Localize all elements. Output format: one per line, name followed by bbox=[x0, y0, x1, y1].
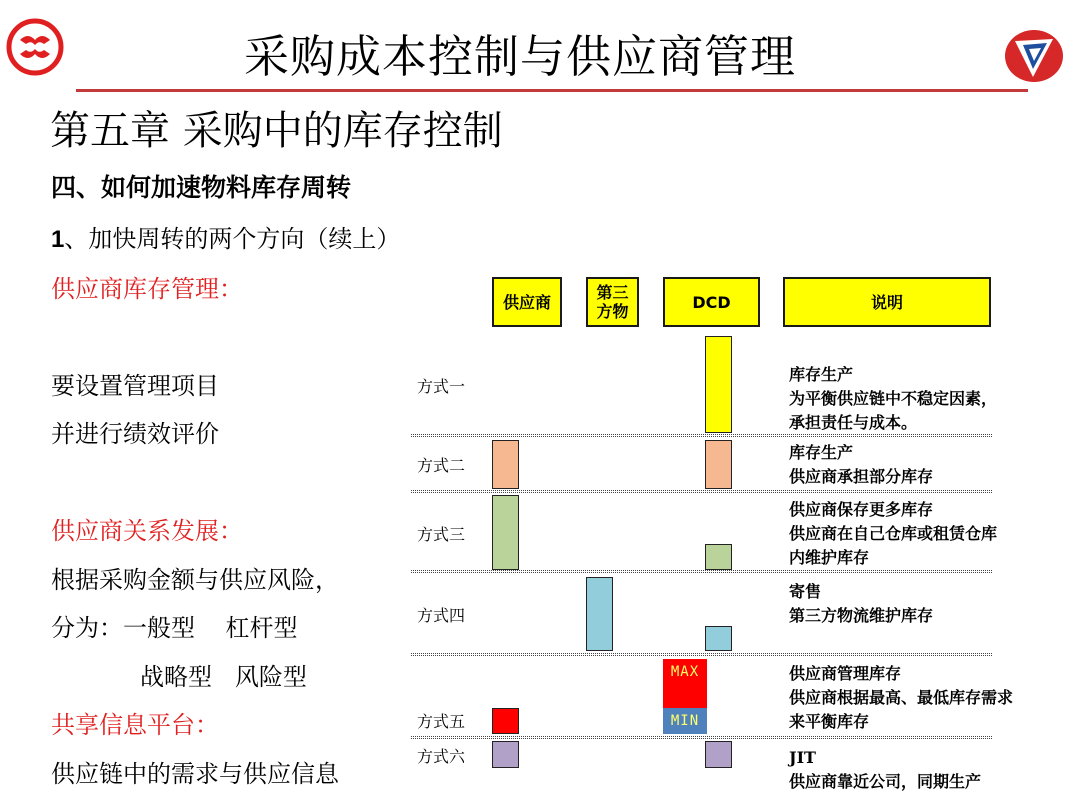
min-zone bbox=[663, 708, 707, 734]
row-description-3: 供应商保存更多库存 供应商在自己仓库或租赁仓库 内维护库存 bbox=[789, 500, 998, 567]
platform-heading: 共享信息平台： bbox=[51, 711, 219, 739]
relation-heading: 供应商关系发展： bbox=[51, 517, 243, 545]
left-line-6: 供应链中的需求与供应信息 bbox=[51, 760, 339, 788]
row-label-3: 方式三 bbox=[417, 525, 466, 544]
row-description-4: 寄售 第三方物流维护库存 bbox=[789, 582, 934, 625]
subsection-heading bbox=[51, 222, 400, 257]
row-label-1: 方式一 bbox=[417, 377, 466, 396]
left-line-5: 战略型 风险型 bbox=[140, 663, 307, 691]
supplier-inventory-bar-row5 bbox=[492, 708, 519, 734]
left-line-2: 并进行绩效评价 bbox=[51, 420, 219, 448]
row-description-1: 库存生产 为平衡供应链中不稳定因素， 承担责任与成本。 bbox=[789, 365, 998, 432]
supplier-inventory-bar-row3 bbox=[492, 495, 519, 570]
min-label: MIN bbox=[670, 713, 700, 729]
row-separator bbox=[411, 736, 992, 739]
supplier-inventory-heading: 供应商库存管理： bbox=[51, 275, 243, 303]
column-header-dcd: DCD bbox=[663, 277, 760, 327]
row-label-6: 方式六 bbox=[417, 747, 466, 766]
max-label: MAX bbox=[670, 664, 700, 680]
column-header-third-party: 第三 方物 bbox=[586, 277, 639, 327]
left-line-3: 根据采购金额与供应风险， bbox=[51, 566, 339, 594]
dcd-inventory-bar-row1 bbox=[705, 336, 732, 433]
dcd-inventory-bar-row3 bbox=[705, 544, 732, 570]
row-description-5: 供应商管理库存 供应商根据最高、最低库存需求 来平衡库存 bbox=[789, 664, 1014, 731]
title-underline bbox=[76, 89, 1028, 92]
dcd-inventory-bar-row6 bbox=[705, 741, 732, 768]
third-party-inventory-bar-row4 bbox=[586, 577, 613, 651]
section-heading: 四、如何加速物料库存周转 bbox=[51, 173, 352, 202]
supplier-inventory-bar-row6 bbox=[492, 741, 519, 768]
row-label-2: 方式二 bbox=[417, 456, 466, 475]
row-description-6: JIT 供应商靠近公司，同期生产 bbox=[789, 748, 982, 791]
column-header-supplier: 供应商 bbox=[492, 277, 562, 327]
row-label-4: 方式四 bbox=[417, 606, 466, 625]
column-header-description: 说明 bbox=[783, 277, 991, 327]
subsection-text: 、加快周转的两个方向（续上） bbox=[64, 225, 401, 253]
row-description-2: 库存生产 供应商承担部分库存 bbox=[789, 443, 934, 486]
subsection-number: 1 bbox=[51, 226, 65, 253]
dcd-inventory-bar-row2 bbox=[705, 440, 732, 489]
vmi-max-min-bar bbox=[663, 659, 707, 734]
left-line-4: 分为：一般型 杠杆型 bbox=[51, 614, 298, 642]
row-separator bbox=[411, 490, 992, 493]
page-title: 采购成本控制与供应商管理 bbox=[243, 30, 796, 83]
row-label-5: 方式五 bbox=[417, 712, 466, 731]
row-separator bbox=[411, 653, 992, 656]
chapter-heading: 第五章 采购中的库存控制 bbox=[50, 108, 503, 154]
left-line-1: 要设置管理项目 bbox=[51, 372, 219, 400]
row-separator bbox=[411, 570, 992, 573]
supplier-inventory-bar-row2 bbox=[492, 440, 519, 489]
dcd-inventory-bar-row4 bbox=[705, 626, 732, 651]
